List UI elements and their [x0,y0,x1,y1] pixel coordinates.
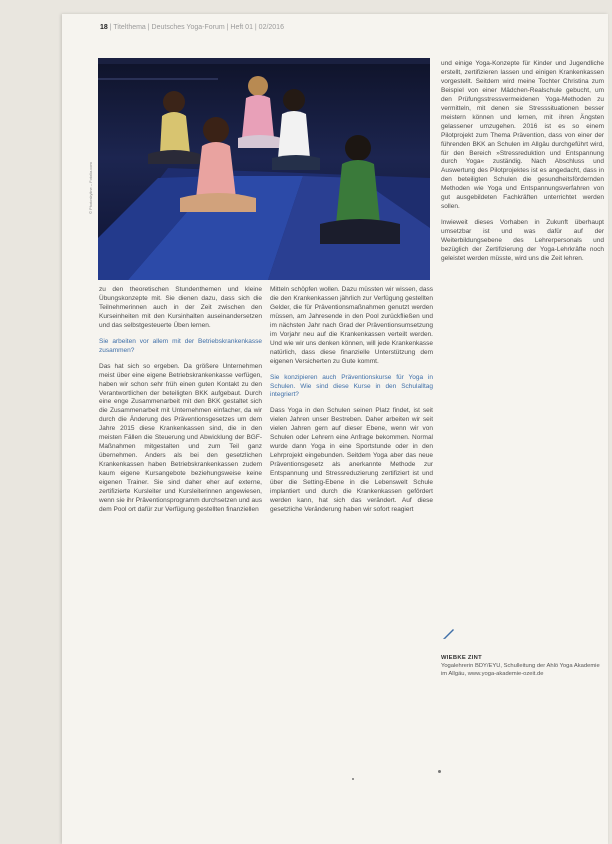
paragraph: Inwieweit dieses Vorhaben in Zukunft überhaupt umsetzbar ist und was dafür auf der Weiterbildungsebene des Lehrerpersonals und bezüglich der Zertifizierung der Yoga-Lehrkräfte noch geleistet werden müsste, wird uns die Zeit lehren. [441,219,604,263]
paragraph: Das hat sich so ergeben. Da größere Unternehmen meist über eine eigene Betriebskrankenkasse verfügen, haben wir schon sehr früh einen guten Kontakt zu den Verantwortlichen der beteiligten BKK aufgebaut. Durch eine enge Zusammenarbeit mit den BKK gestaltet sich die Zusammenarbeit mit Unternehmen einfacher, da wir durch die Änderung des Präventionsgesetzes um dem Jahre 2015 diese Krankenkassen sind, die in den meisten Fällen die Steuerung und Abwicklung der BGF-Maßnahmen mitgestalten und zum Teil ganz übernehmen. Anders als bei den gesetzlichen Krankenkassen haben Betriebskrankenkassen zudem kaum eigene Kursangebote beziehungsweise keine eigenen Trainer. Sie sind daher eher auf externe, zertifizierte Kursleiter und Kursleiterinnen angewiesen, wenn sie ihr Präventionsprogramm durchsetzen und aus dem Pool ort dafür zur Verfügung gestellten finanziellen [99,362,262,513]
pen-icon [442,626,456,645]
photo-credit: © Photoskyline – Fotolia.com [88,162,93,214]
interview-question: Sie konzipieren auch Präventionskurse für Yoga in Schulen. Wie sind diese Kurse in den Schulalltag integriert? [270,373,433,399]
paragraph: Dass Yoga in den Schulen seinen Platz findet, ist seit vielen Jahren unser Bestreben. Daher arbeiten wir seit vielen Jahren gern auf dieser Ebene, wenn wir von Schulen oder Lehrern eine Anfrage bekommen. Normal wurde dann Yoga in eine Sportstunde oder in den Lehrprojekt eingebunden. Seitdem Yoga aber das neue Präventionsgesetz als anerkannte Methode zur Entspannung und Stressreduzierung zertifiziert ist und über die Setting-Ebene in die Lebenswelt Schule implantiert und durch die Krankenkassen gefördert werden kann, hat sich das verändert. Auf diese gesetzliche Veränderung haben wir sofort reagiert [270,407,433,513]
author-name: WIEBKE ZINT [441,655,482,661]
text-column-3 [441,60,604,271]
photo-illustration [98,58,430,280]
paragraph: und einige Yoga-Konzepte für Kinder und Jugendliche erstellt, zertifizieren lassen und einigen Krankenkassen vorgestellt. Seitdem wird meine Tochter Christina zum Beispiel von einer Mädchen-Realschule gebucht, um den Prüfungsstressvermeidenen Yoga-Methoden zu vermitteln, mit denen sie Stresssituationen besser meistern können und lernen, mit ihren Ängsten gelassener umzugehen. 2016 ist es so einem Pilotprojekt zum Thema Prävention, dass von einer der führenden BKK an Schulen im Allgäu durchgeführt wird, für den Bereich »Stressreduktion und Entspannung durch Yoga« zuständig. Nach Abschluss und Auswertung des Pilotprojektes ist es angedacht, dass in den beteiligten Schulen die gesundheitsfördernden Methoden wie Yoga und Entspannungsverfahren von gut ausgebildeten Fachkräften unterrichtet werden sollen. [441,60,604,211]
interview-question: Sie arbeiten vor allem mit der Betriebskrankenkasse zusammen? [99,337,262,354]
author-bio: Yogalehrerin BDY/EYU, Schulleitung der Ahlö Yoga Akademie im Allgäu, www.yoga-akademie-ozeit.de [441,663,600,677]
text-column-1 [99,286,262,522]
children-yoga-photo [98,58,430,280]
header-text: Titelthema | Deutsches Yoga-Forum | Heft 01 | 02/2016 [113,24,284,31]
paragraph: Mitteln schöpfen wollen. Dazu müssten wir wissen, dass die den Krankenkassen jährlich zur Verfügung gestellten Gelder, die für Präventionsmaßnahmen genutzt werden müssen, am Jahresende in den Pool zurückfließen und im nächsten Jahr nach Grad der Präventionsumsetzung im Vorjahr neu auf die Krankenkassen verteilt werden. Und wie wir uns denken können, will jede Krankenkasse natürlich, dass diese finanzielle Unterstützung dem eigenen Versicherten zu Gute kommt. [270,286,433,365]
text-column-2 [270,286,433,522]
scan-speck [438,770,441,773]
paragraph: zu den theoretischen Stundenthemen und kleine Übungskonzepte mit. Sie dienen dazu, dass sich die Teilnehmerinnen auch in der Zeit zwischen den Kurseinheiten mit den Kursinhalten auseinandersetzen und das selbstgesteuerte Üben lernen. [99,286,262,329]
page-header [100,24,284,31]
author-box [441,654,606,678]
scan-speck [352,778,354,780]
header-separator: | [109,24,112,31]
page-number: 18 [100,24,108,31]
